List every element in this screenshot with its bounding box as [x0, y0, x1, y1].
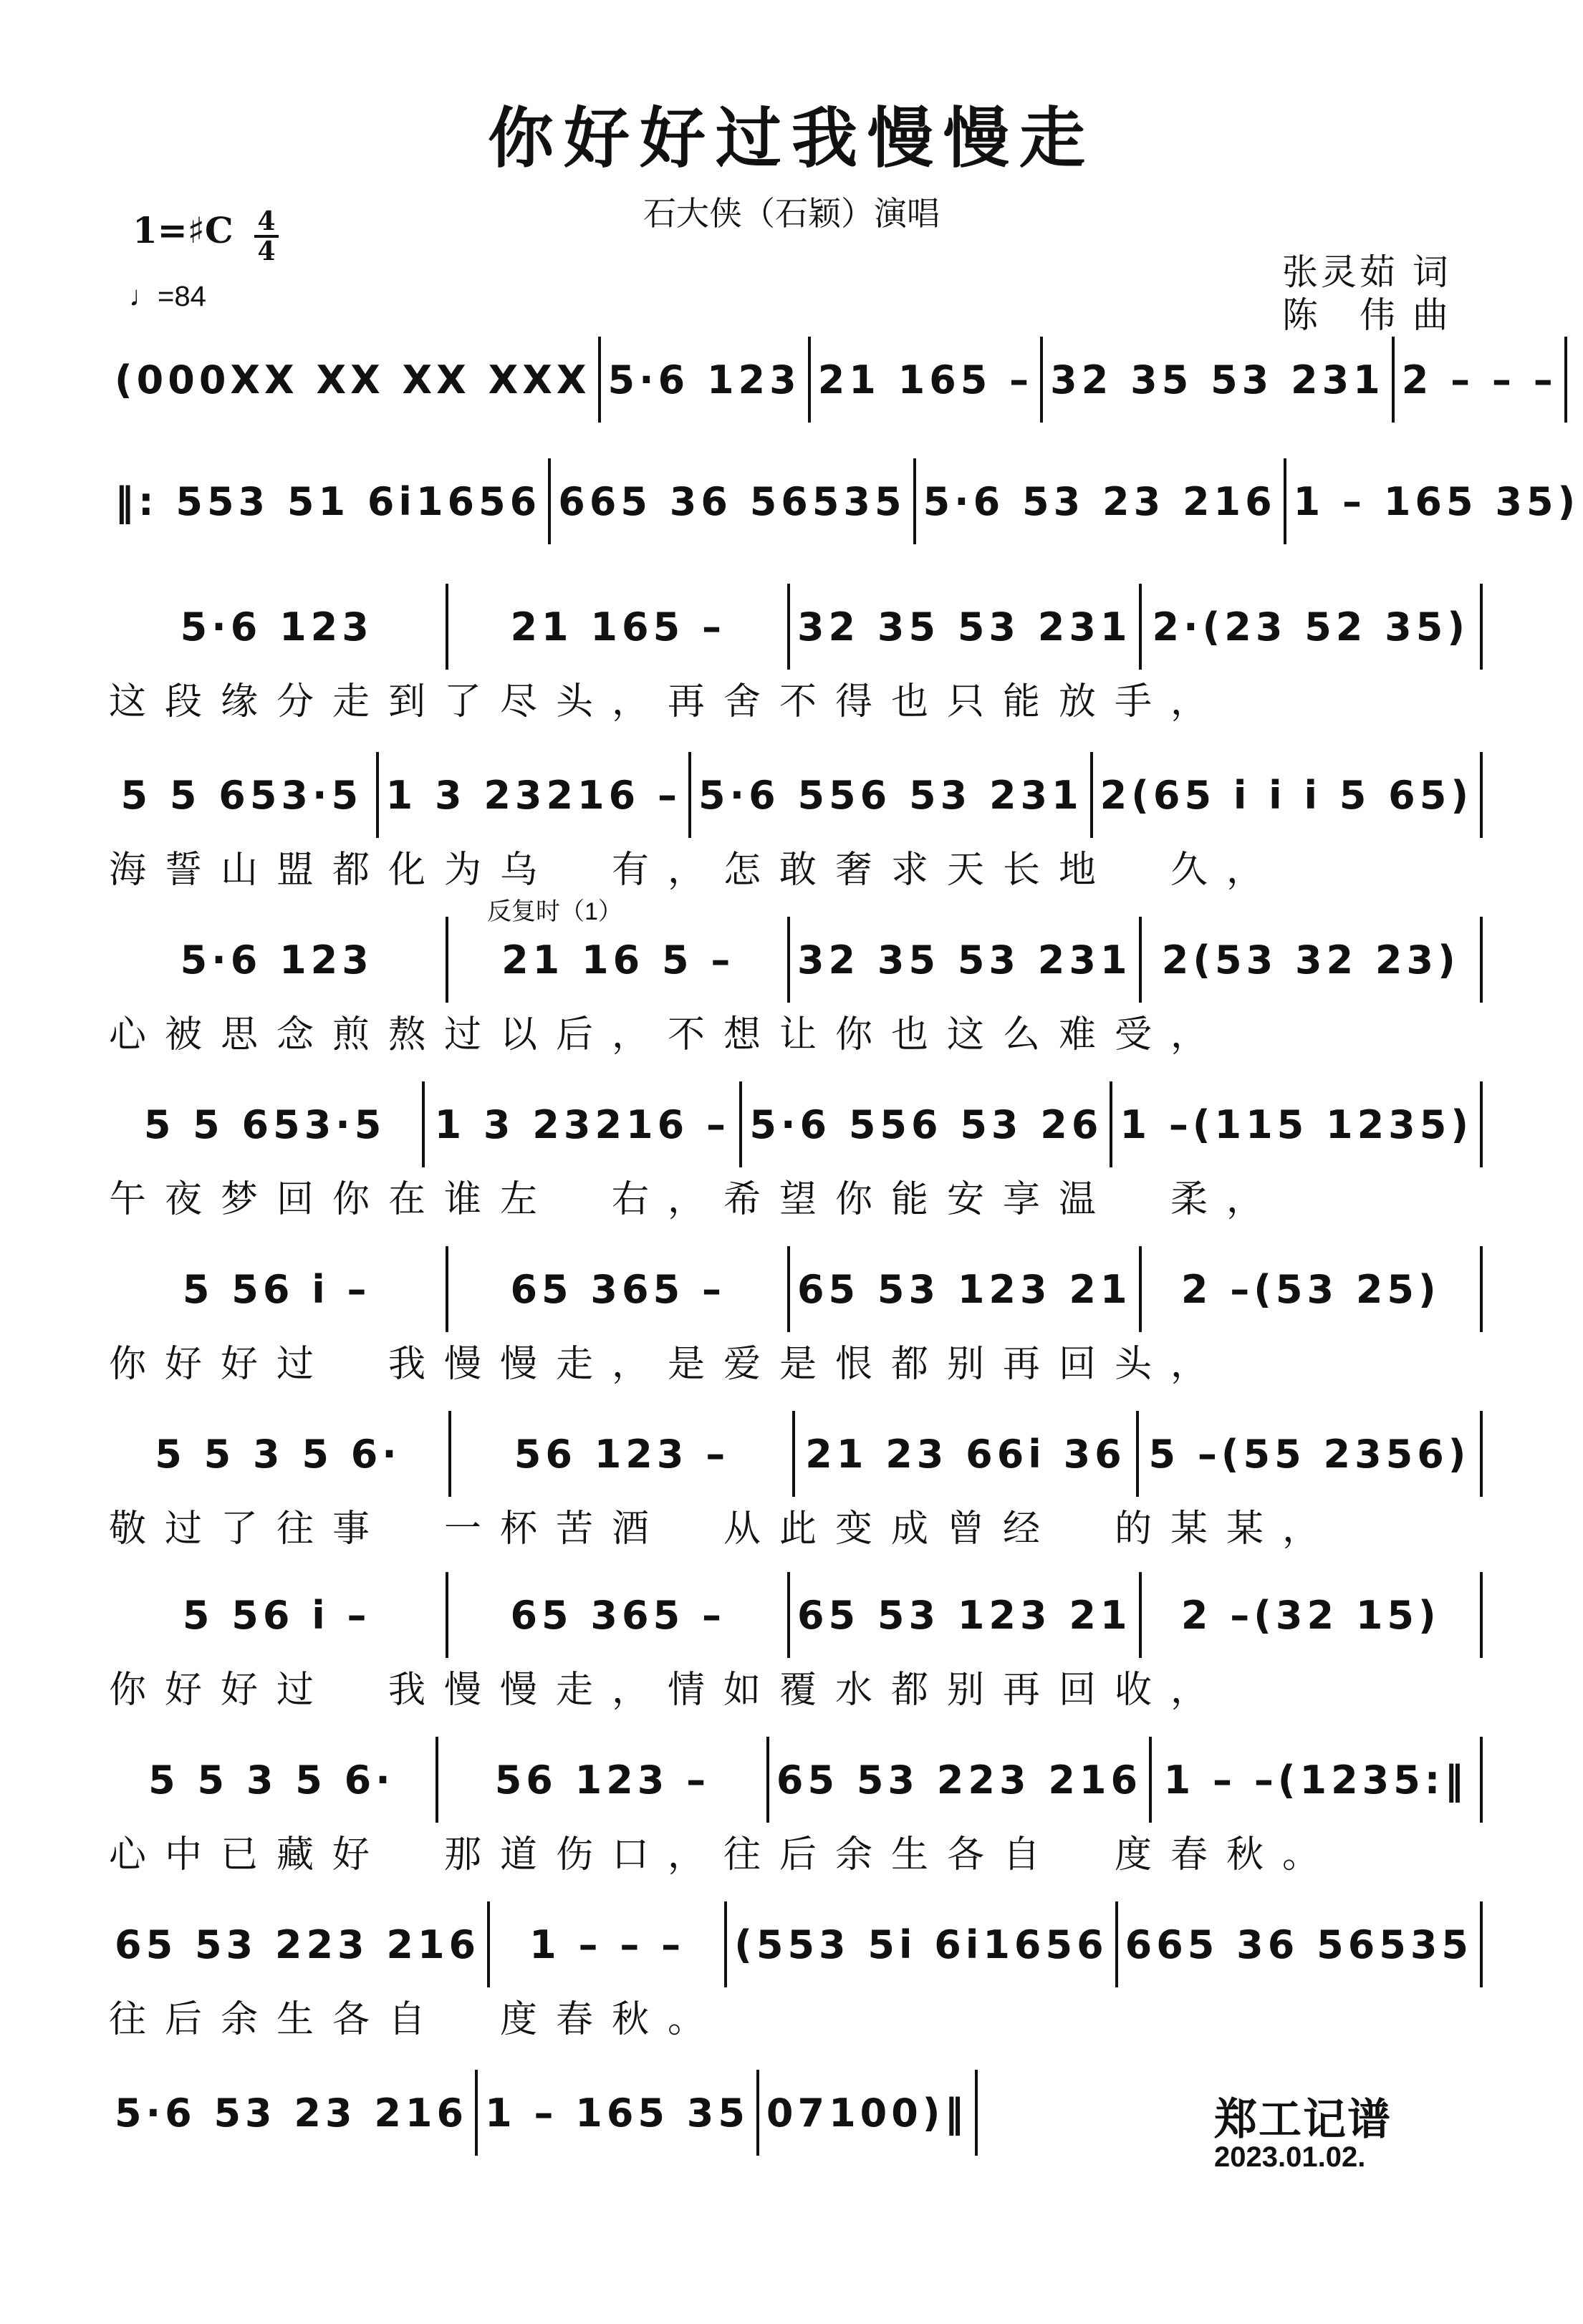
- measure: [107, 458, 548, 544]
- transcription-date: 2023.01.02.: [1214, 2141, 1366, 2173]
- measure: [438, 1737, 766, 1823]
- measure-notes: 2(65 i i i 5 65): [1100, 772, 1473, 818]
- measure-notes: 65 365 –: [510, 1266, 726, 1312]
- measure: [601, 337, 808, 423]
- measure-notes: 32 35 53 231: [1050, 357, 1385, 402]
- measure-notes: 2 –(32 15): [1180, 1592, 1440, 1638]
- measure-notes: 1 –(115 1235): [1120, 1101, 1473, 1147]
- lyrics-line: 这段缘分走到了尽头，再舍不得也只能放手，: [109, 680, 1227, 723]
- time-signature: [254, 208, 279, 265]
- measure: [107, 1246, 446, 1332]
- notation-line: [107, 337, 1557, 423]
- notation-line: [107, 584, 1483, 670]
- notation-line: [107, 917, 1483, 1003]
- measure-notes: 1 – – –: [529, 1922, 685, 1967]
- composer-credit: 陈 伟 曲: [1282, 294, 1451, 336]
- measure: [551, 458, 913, 544]
- measure-notes: (000XX XX XX XXX: [115, 357, 591, 402]
- measure-notes: 5·6 53 23 216: [923, 478, 1276, 524]
- measure: [107, 1737, 436, 1823]
- measure: [1286, 458, 1583, 544]
- measure: [1142, 1246, 1480, 1332]
- barline: [1480, 1737, 1483, 1823]
- measure: [811, 337, 1040, 423]
- measure-notes: 65 53 123 21: [797, 1592, 1132, 1638]
- measure: [448, 1572, 786, 1658]
- measure: [107, 1411, 448, 1497]
- measure: [448, 917, 786, 1003]
- barline: [1480, 584, 1483, 670]
- lyrics-line: 心中已藏好 那道伤口，往后余生各自 度春秋。: [109, 1833, 1339, 1876]
- barline: [1480, 1246, 1483, 1332]
- lyrics-line: 敬过了往事 一杯苦酒 从此变成曾经 的某某，: [109, 1508, 1339, 1551]
- measure: [448, 1246, 786, 1332]
- measure: [1112, 1081, 1480, 1167]
- measure-notes: 32 35 53 231: [797, 937, 1132, 983]
- notation-line: [107, 1081, 1483, 1167]
- barline: [975, 2070, 978, 2156]
- measure-notes: 56 123 –: [494, 1757, 711, 1803]
- measure: [107, 1901, 487, 1987]
- measure: [790, 584, 1139, 670]
- notation-line: [107, 1246, 1483, 1332]
- measure: [478, 2070, 756, 2156]
- measure-notes: 5 5 653·5: [120, 772, 363, 818]
- measure: [1093, 752, 1480, 838]
- measure: [769, 1737, 1149, 1823]
- measure-notes: 65 53 123 21: [797, 1266, 1132, 1312]
- time-top: 4: [257, 206, 276, 236]
- lyrics-line: 午夜梦回你在谁左 右，希望你能安享温 柔，: [109, 1178, 1283, 1221]
- transcriber-stamp: 郑工记谱: [1214, 2096, 1392, 2144]
- measure-notes: 5 5 3 5 6·: [155, 1431, 401, 1477]
- measure-notes: 5 5 653·5: [143, 1101, 386, 1147]
- measure: [1152, 1737, 1480, 1823]
- measure: [1139, 1411, 1480, 1497]
- notation-line: [107, 458, 1580, 544]
- measure-notes: 5 56 i –: [182, 1592, 371, 1638]
- measure: [916, 458, 1284, 544]
- measure-notes: 5 5 3 5 6·: [148, 1757, 395, 1803]
- notation-line: [107, 1572, 1483, 1658]
- measure: [759, 2070, 976, 2156]
- measure: [742, 1081, 1110, 1167]
- measure-notes: 2·(23 52 35): [1152, 604, 1470, 650]
- measure: [107, 337, 598, 423]
- measure-notes: 5·6 53 23 216: [115, 2090, 468, 2136]
- measure-notes: 5 56 i –: [182, 1266, 371, 1312]
- song-title: 你好好过我慢慢走: [487, 100, 1095, 177]
- measure-notes: 07100)‖: [766, 2090, 968, 2136]
- measure-notes: 56 123 –: [514, 1431, 730, 1477]
- measure-notes: 5·6 556 53 231: [698, 772, 1083, 818]
- measure-notes: 21 23 66i 36: [805, 1431, 1126, 1477]
- measure-notes: 21 16 5 –: [501, 937, 735, 983]
- measure: [790, 1246, 1139, 1332]
- measure-notes: 21 165 –: [510, 604, 726, 650]
- singer-credit: 石大侠（石颖）演唱: [643, 194, 940, 233]
- measure: [1118, 1901, 1480, 1987]
- measure-notes: 5 –(55 2356): [1148, 1431, 1471, 1477]
- measure-notes: 1 – –(1235:‖: [1163, 1757, 1468, 1803]
- measure: [1142, 1572, 1480, 1658]
- measure: [448, 584, 786, 670]
- measure: [107, 1572, 446, 1658]
- measure: [107, 752, 376, 838]
- measure-notes: 21 165 –: [817, 357, 1034, 402]
- measure: [795, 1411, 1136, 1497]
- measure: [451, 1411, 792, 1497]
- barline: [1480, 1572, 1483, 1658]
- lyrics-line: 往后余生各自 度春秋。: [109, 1998, 724, 2041]
- lyrics-line: 心被思念煎熬过以后，不想让你也这么难受，: [109, 1013, 1227, 1056]
- lyricist-credit: 张灵茹 词: [1282, 251, 1451, 293]
- measure: [379, 752, 688, 838]
- measure-notes: 2 –(53 25): [1180, 1266, 1440, 1312]
- lyrics-line: 你好好过 我慢慢走，是爱是恨都别再回头，: [109, 1343, 1227, 1386]
- measure: [790, 917, 1139, 1003]
- notation-line: [107, 1901, 1483, 1987]
- measure: [490, 1901, 724, 1987]
- measure-notes: 65 53 223 216: [776, 1757, 1142, 1803]
- measure: [790, 1572, 1139, 1658]
- key-signature: 1=♯C: [133, 209, 234, 251]
- measure: [107, 917, 446, 1003]
- notation-line: [107, 752, 1483, 838]
- repeat-annotation: 反复时（1）: [487, 898, 622, 925]
- measure-notes: 32 35 53 231: [797, 604, 1132, 650]
- measure-notes: 2 – – –: [1401, 357, 1557, 402]
- lyrics-line: 你好好过 我慢慢走，情如覆水都别再回收，: [109, 1669, 1227, 1712]
- measure-notes: 5·6 123: [180, 604, 373, 650]
- barline: [1564, 337, 1567, 423]
- measure-notes: 1 3 23216 –: [434, 1101, 730, 1147]
- measure: [1142, 584, 1480, 670]
- barline: [1480, 917, 1483, 1003]
- barline: [1480, 1081, 1483, 1167]
- barline: [1480, 752, 1483, 838]
- measure-notes: 1 – 165 35: [485, 2090, 749, 2136]
- notation-line: [107, 1737, 1483, 1823]
- measure: [727, 1901, 1115, 1987]
- measure-notes: 5·6 556 53 26: [749, 1101, 1103, 1147]
- measure-notes: 5·6 123: [607, 357, 801, 402]
- measure-notes: (553 5i 6i1656: [734, 1922, 1108, 1967]
- measure-notes: 5·6 123: [180, 937, 373, 983]
- notation-line: [107, 1411, 1483, 1497]
- measure: [1142, 917, 1480, 1003]
- measure-notes: 65 53 223 216: [115, 1922, 481, 1967]
- measure: [107, 584, 446, 670]
- barline: [1480, 1901, 1483, 1987]
- measure: [1395, 337, 1564, 423]
- measure: [1043, 337, 1392, 423]
- measure-notes: 1 3 23216 –: [385, 772, 682, 818]
- measure-notes: 665 36 56535: [1125, 1922, 1473, 1967]
- measure: [107, 2070, 475, 2156]
- measure-notes: ‖: 553 51 6i1656: [115, 478, 542, 524]
- measure-notes: 1 – 165 35): [1293, 478, 1580, 524]
- tempo-marking: ♩=84: [129, 281, 206, 312]
- barline: [1480, 1411, 1483, 1497]
- measure-notes: 665 36 56535: [558, 478, 906, 524]
- notation-line: [107, 2070, 967, 2156]
- measure: [691, 752, 1090, 838]
- measure-notes: 65 365 –: [510, 1592, 726, 1638]
- measure: [107, 1081, 422, 1167]
- measure: [425, 1081, 739, 1167]
- time-bottom: 4: [257, 236, 276, 266]
- measure-notes: 2(53 32 23): [1161, 937, 1460, 983]
- lyrics-line: 海誓山盟都化为乌 有，怎敢奢求天长地 久，: [109, 849, 1283, 892]
